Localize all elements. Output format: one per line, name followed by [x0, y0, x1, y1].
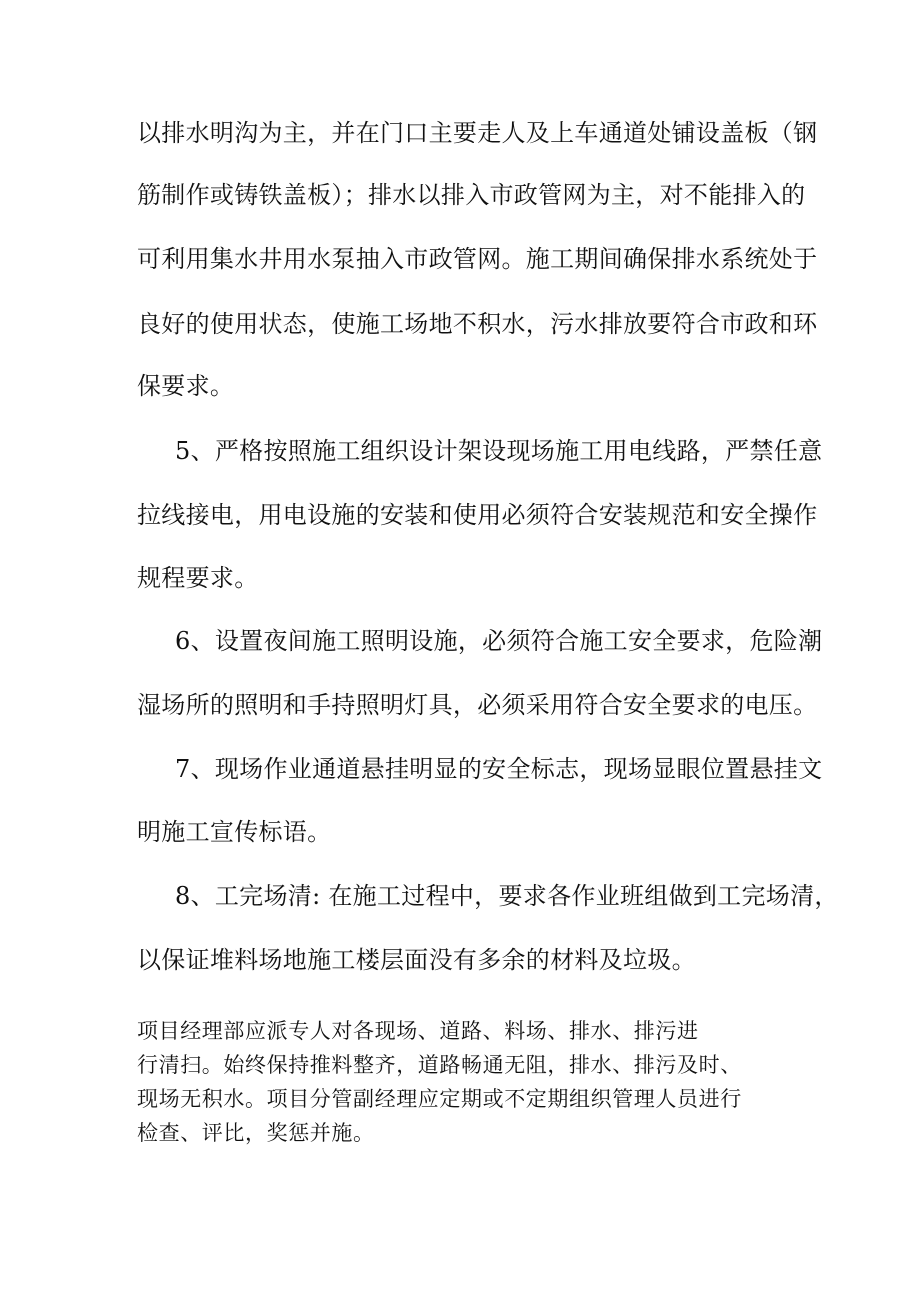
text-line: 现场无积水。项目分管副经理应定期或不定期组织管理人员进行: [137, 1087, 742, 1111]
text-line: 5、严格按照施工组织设计架设现场施工用电线路，严禁任意: [175, 437, 823, 465]
text-line: 拉线接电，用电设施的安装和使用必须符合安装规范和安全操作: [137, 501, 818, 529]
text-line: 可利用集水井用水泵抽入市政管网。施工期间确保排水系统处于: [137, 245, 818, 273]
text-line: 项目经理部应派专人对各现场、道路、料场、排水、排污进: [137, 1019, 699, 1043]
text-line: 行清扫。始终保持推料整齐，道路畅通无阻，排水、排污及时、: [137, 1053, 742, 1077]
text-line: 良好的使用状态，使施工场地不积水，污水排放要符合市政和环: [137, 310, 818, 338]
text-line: 湿场所的照明和手持照明灯具，必须采用符合安全要求的电压。: [137, 691, 818, 719]
text-line: 8、工完场清: 在施工过程中，要求各作业班组做到工完场清，: [175, 882, 839, 910]
text-line: 以排水明沟为主，并在门口主要走人及上车通道处铺设盖板（钢: [137, 119, 818, 147]
text-line: 检查、评比，奖惩并施。: [137, 1121, 375, 1145]
text-line: 规程要求。: [137, 564, 259, 592]
text-line: 7、现场作业通道悬挂明显的安全标志，现场显眼位置悬挂文: [175, 755, 823, 783]
text-line: 6、设置夜间施工照明设施，必须符合施工安全要求，危险潮: [175, 627, 823, 655]
text-line: 筋制作或铸铁盖板）；排水以排入市政管网为主，对不能排入的: [137, 181, 806, 209]
text-line: 保要求。: [137, 372, 235, 400]
text-line: 以保证堆料场地施工楼层面没有多余的材料及垃圾。: [137, 946, 696, 974]
text-line: 明施工宣传标语。: [137, 818, 332, 846]
